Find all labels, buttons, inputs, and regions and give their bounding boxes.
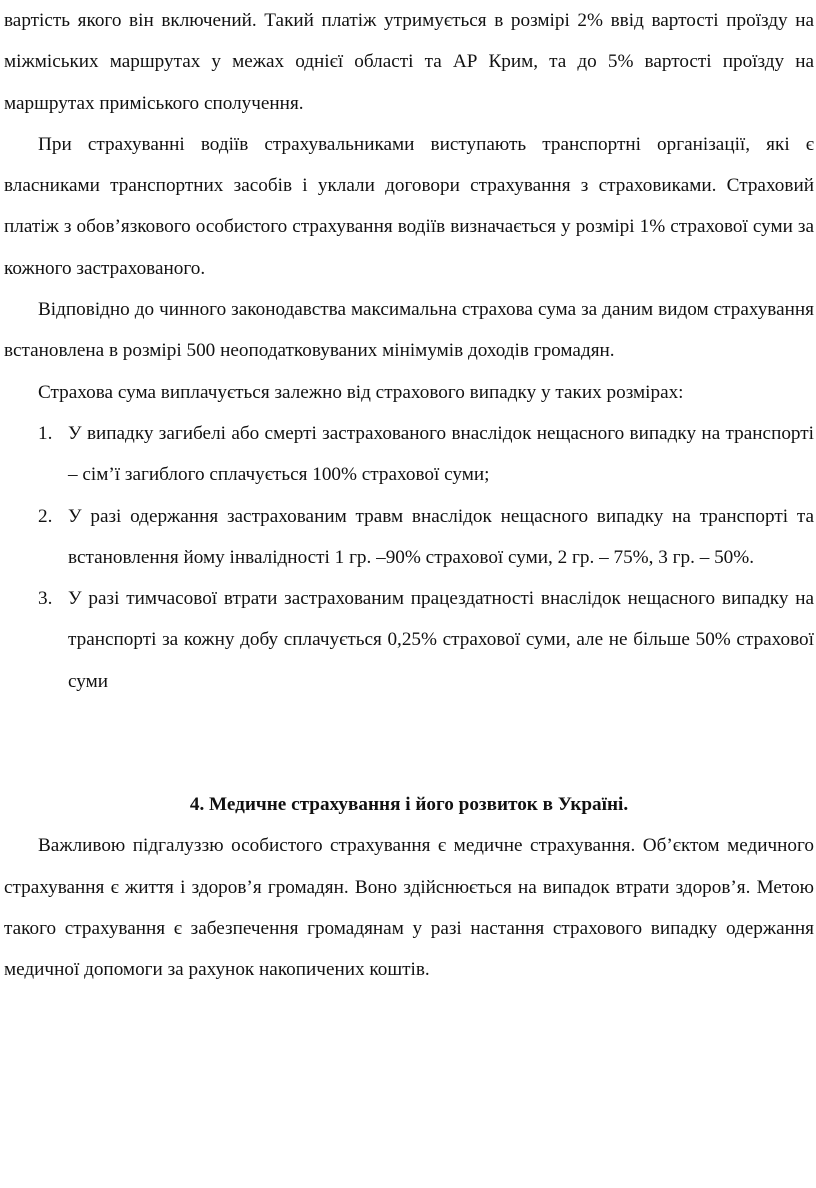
- list-item: [4, 578, 814, 702]
- paragraph-medical-insurance: Важливою підгалуззю особистого страхування є медичне страхування. Об’єктом медичного страхування є життя і здоров’я громадян. Воно здійснюється на випадок втрати здоров’я. Метою такого страхування є забезпечення громадянам у разі настання страхового випадку одержання медичної допомоги за рахунок накопичених коштів.: [4, 835, 814, 981]
- list-item-number: 3.: [38, 588, 53, 610]
- list-item-text: У разі одержання застрахованим травм внаслідок нещасного випадку на транспорті та встановлення йому інвалідності 1 гр. –90% страхової суми, 2 гр. – 75%, 3 гр. – 50%.: [68, 505, 814, 568]
- payout-list: [4, 413, 814, 702]
- section-spacer: [4, 702, 814, 784]
- list-item-text: У випадку загибелі або смерті застрахованого внаслідок нещасного випадку на транспорті – сім’ї загиблого сплачується 100% страхової суми;: [68, 422, 814, 486]
- paragraph-max-sum: Відповідно до чинного законодавства максимальна страхова сума за даним видом страхування встановлена в розмірі 500 неоподатковуваних мінімумів доходів громадян.: [4, 299, 814, 362]
- paragraph-continuation: вартість якого він включений. Такий платіж утримується в розмірі 2% ввід вартості проїзду на міжміських маршрутах у межах однієї області та АР Крим, та до 5% вартості проїзду на маршрутах приміського сполучення.: [4, 10, 814, 114]
- section-heading: 4. Медичне страхування і його розвиток в Україні.: [189, 794, 629, 816]
- list-item-number: 2.: [38, 505, 53, 527]
- list-item: [4, 496, 814, 579]
- document-page: [4, 0, 814, 991]
- paragraph-payout-intro: Страхова сума виплачується залежно від страхового випадку у таких розмірах:: [38, 381, 684, 403]
- list-item: [4, 413, 814, 496]
- list-item-number: 1.: [38, 422, 53, 444]
- list-item-text: У разі тимчасової втрати застрахованим працездатності внаслідок нещасного випадку на транспорті за кожну добу сплачується 0,25% страхової суми, але не більше 50% страхової суми: [68, 588, 814, 692]
- paragraph-drivers-insurance: При страхуванні водіїв страхувальниками виступають транспортні організації, які є власниками транспортних засобів і уклали договори страхування з страховиками. Страховий платіж з обов’язкового особистого страхування водіїв визначається у розмірі 1% страхової суми за кожного застрахованого.: [4, 133, 814, 279]
